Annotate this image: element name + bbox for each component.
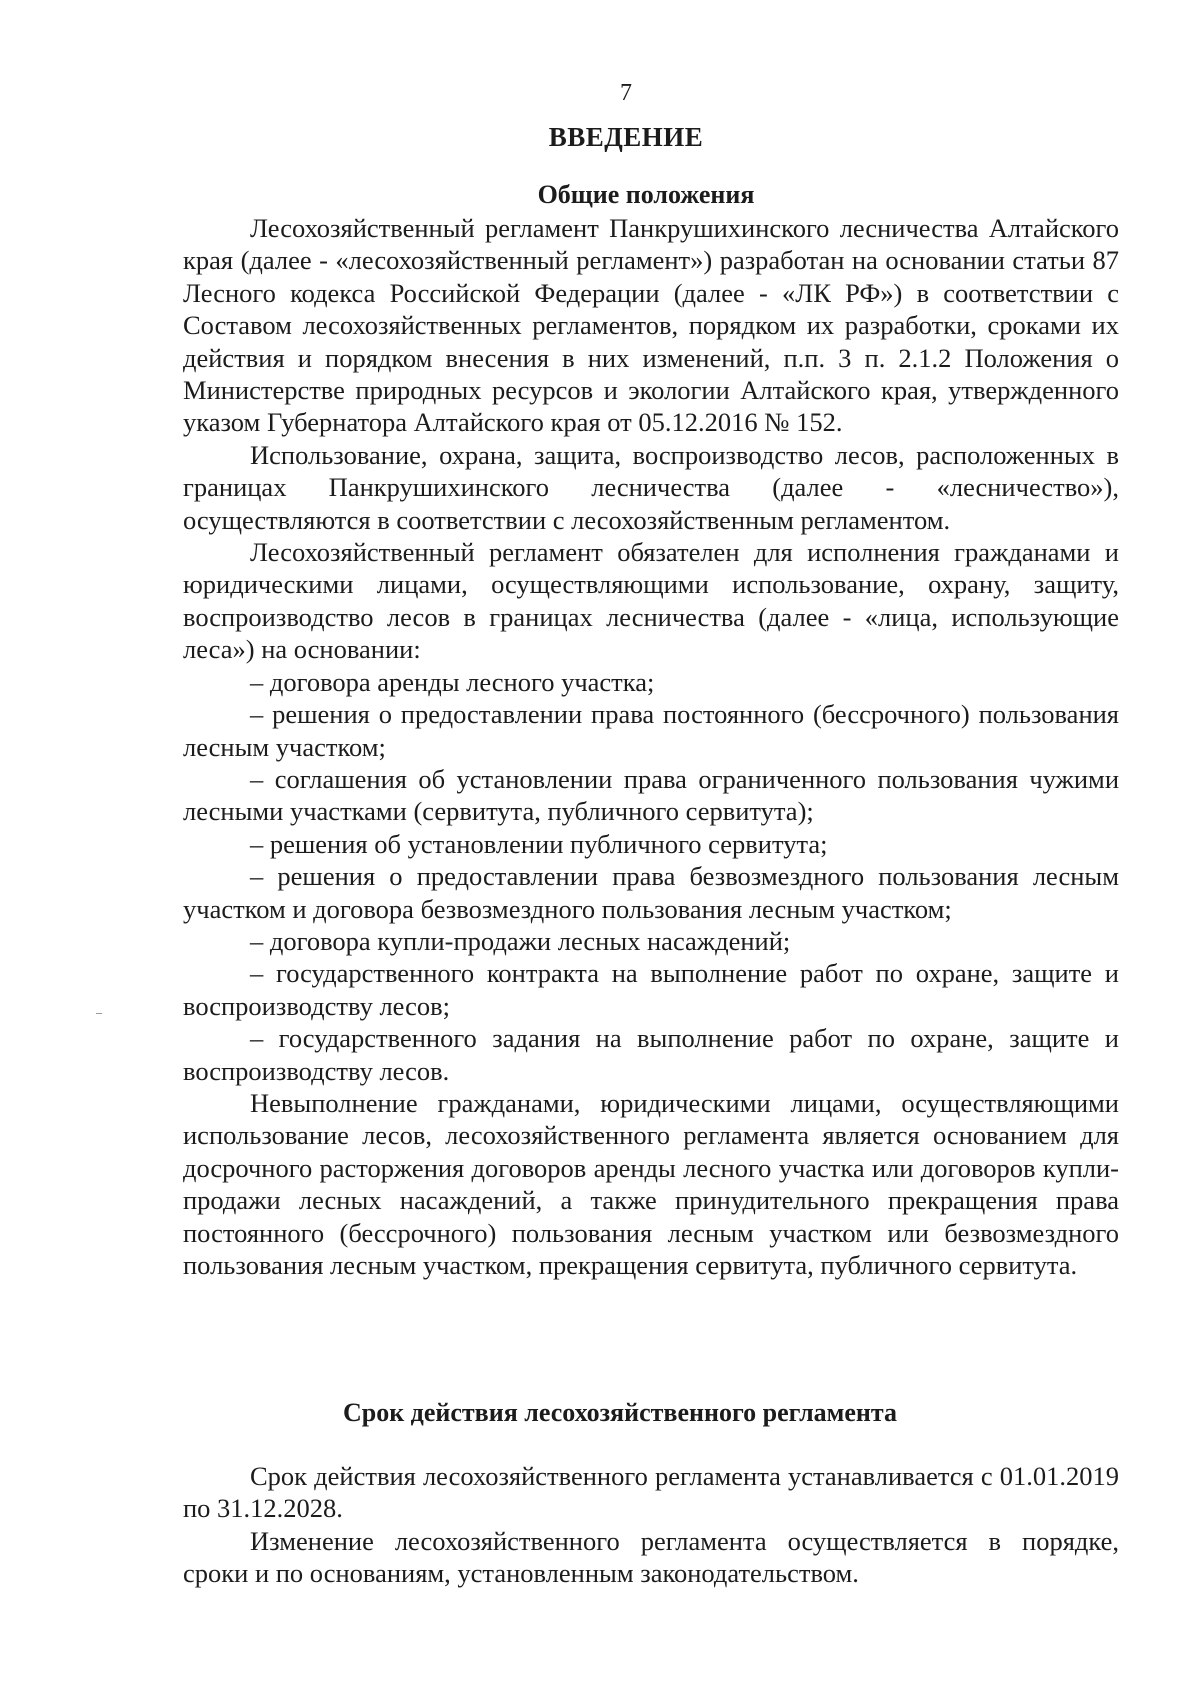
- section-general-body: [183, 212, 1119, 1281]
- list-item: – соглашения об установлении права ограниченного пользования чужими лесными участками (сервитута, публичного сервитута);: [183, 763, 1119, 827]
- paragraph-violation: Невыполнение гражданами, юридическими лицами, осуществляющими использование лесов, лесохозяйственного регламента является основанием для досрочного расторжения договоров аренды лесного участка или договоров купли-продажи лесных насаждений, а также принудительного прекращения права постоянного (бессрочного) пользования лесным участком или безвозмездного пользования лесным участком, прекращения сервитута, публичного сервитута.: [183, 1087, 1119, 1280]
- list-item: – решения об установлении публичного сервитута;: [250, 828, 828, 859]
- section-subtitle: Общие положения: [537, 180, 755, 209]
- list-item: – решения о предоставлении права постоянного (бессрочного) пользования лесным участком;: [183, 699, 1119, 762]
- paragraph-amendment: Изменение лесохозяйственного регламента осуществляется в порядке, сроки и по основаниям, установленным законодательством.: [183, 1525, 1119, 1589]
- basis-list: [183, 666, 1119, 1087]
- page-title: ВВЕДЕНИЕ: [548, 122, 704, 152]
- paragraph-intro: Лесохозяйственный регламент Панкрушихинского лесничества Алтайского края (далее - «лесохозяйственный регламент») разработан на основании статьи 87 Лесного кодекса Российской Федерации (далее - «ЛК РФ») в соответствии с Составом лесохозяйственных регламентов, порядком их разработки, сроками их действия и порядком внесения в них изменений, п.п. 3 п. 2.1.2 Положения о Министерстве природных ресурсов и экологии Алтайского края, утвержденного указом Губернатора Алтайского края от 05.12.2016 № 152.: [183, 213, 1119, 438]
- list-item: – договора купли-продажи лесных насаждений;: [250, 925, 791, 956]
- list-item: – решения о предоставлении права безвозмездного пользования лесным участком и договора безвозмездного пользования лесным участком;: [183, 861, 1119, 924]
- list-item: – государственного задания на выполнение работ по охране, защите и воспроизводству лесов.: [183, 1023, 1119, 1086]
- section-validity-heading: Срок действия лесохозяйственного регламента: [342, 1398, 898, 1427]
- paragraph-usage: Использование, охрана, защита, воспроизводство лесов, расположенных в границах Панкрушихинского лесничества (далее - «лесничество»), осуществляются в соответствии с лесохозяйственным регламентом.: [183, 439, 1119, 535]
- section-validity-body: [183, 1460, 1119, 1590]
- list-item: – договора аренды лесного участка;: [250, 666, 655, 697]
- paragraph-validity-period: Срок действия лесохозяйственного регламента устанавливается с 01.01.2019 по 31.12.2028.: [183, 1461, 1119, 1524]
- page-number: 7: [620, 80, 632, 106]
- scan-margin-mark: [96, 1013, 102, 1014]
- list-item: – государственного контракта на выполнение работ по охране, защите и воспроизводству лесов;: [183, 958, 1119, 1021]
- paragraph-obligation: Лесохозяйственный регламент обязателен для исполнения гражданами и юридическими лицами, осуществляющими использование, охрану, защиту, воспроизводство лесов в границах лесничества (далее - «лица, использующие леса») на основании:: [183, 537, 1119, 665]
